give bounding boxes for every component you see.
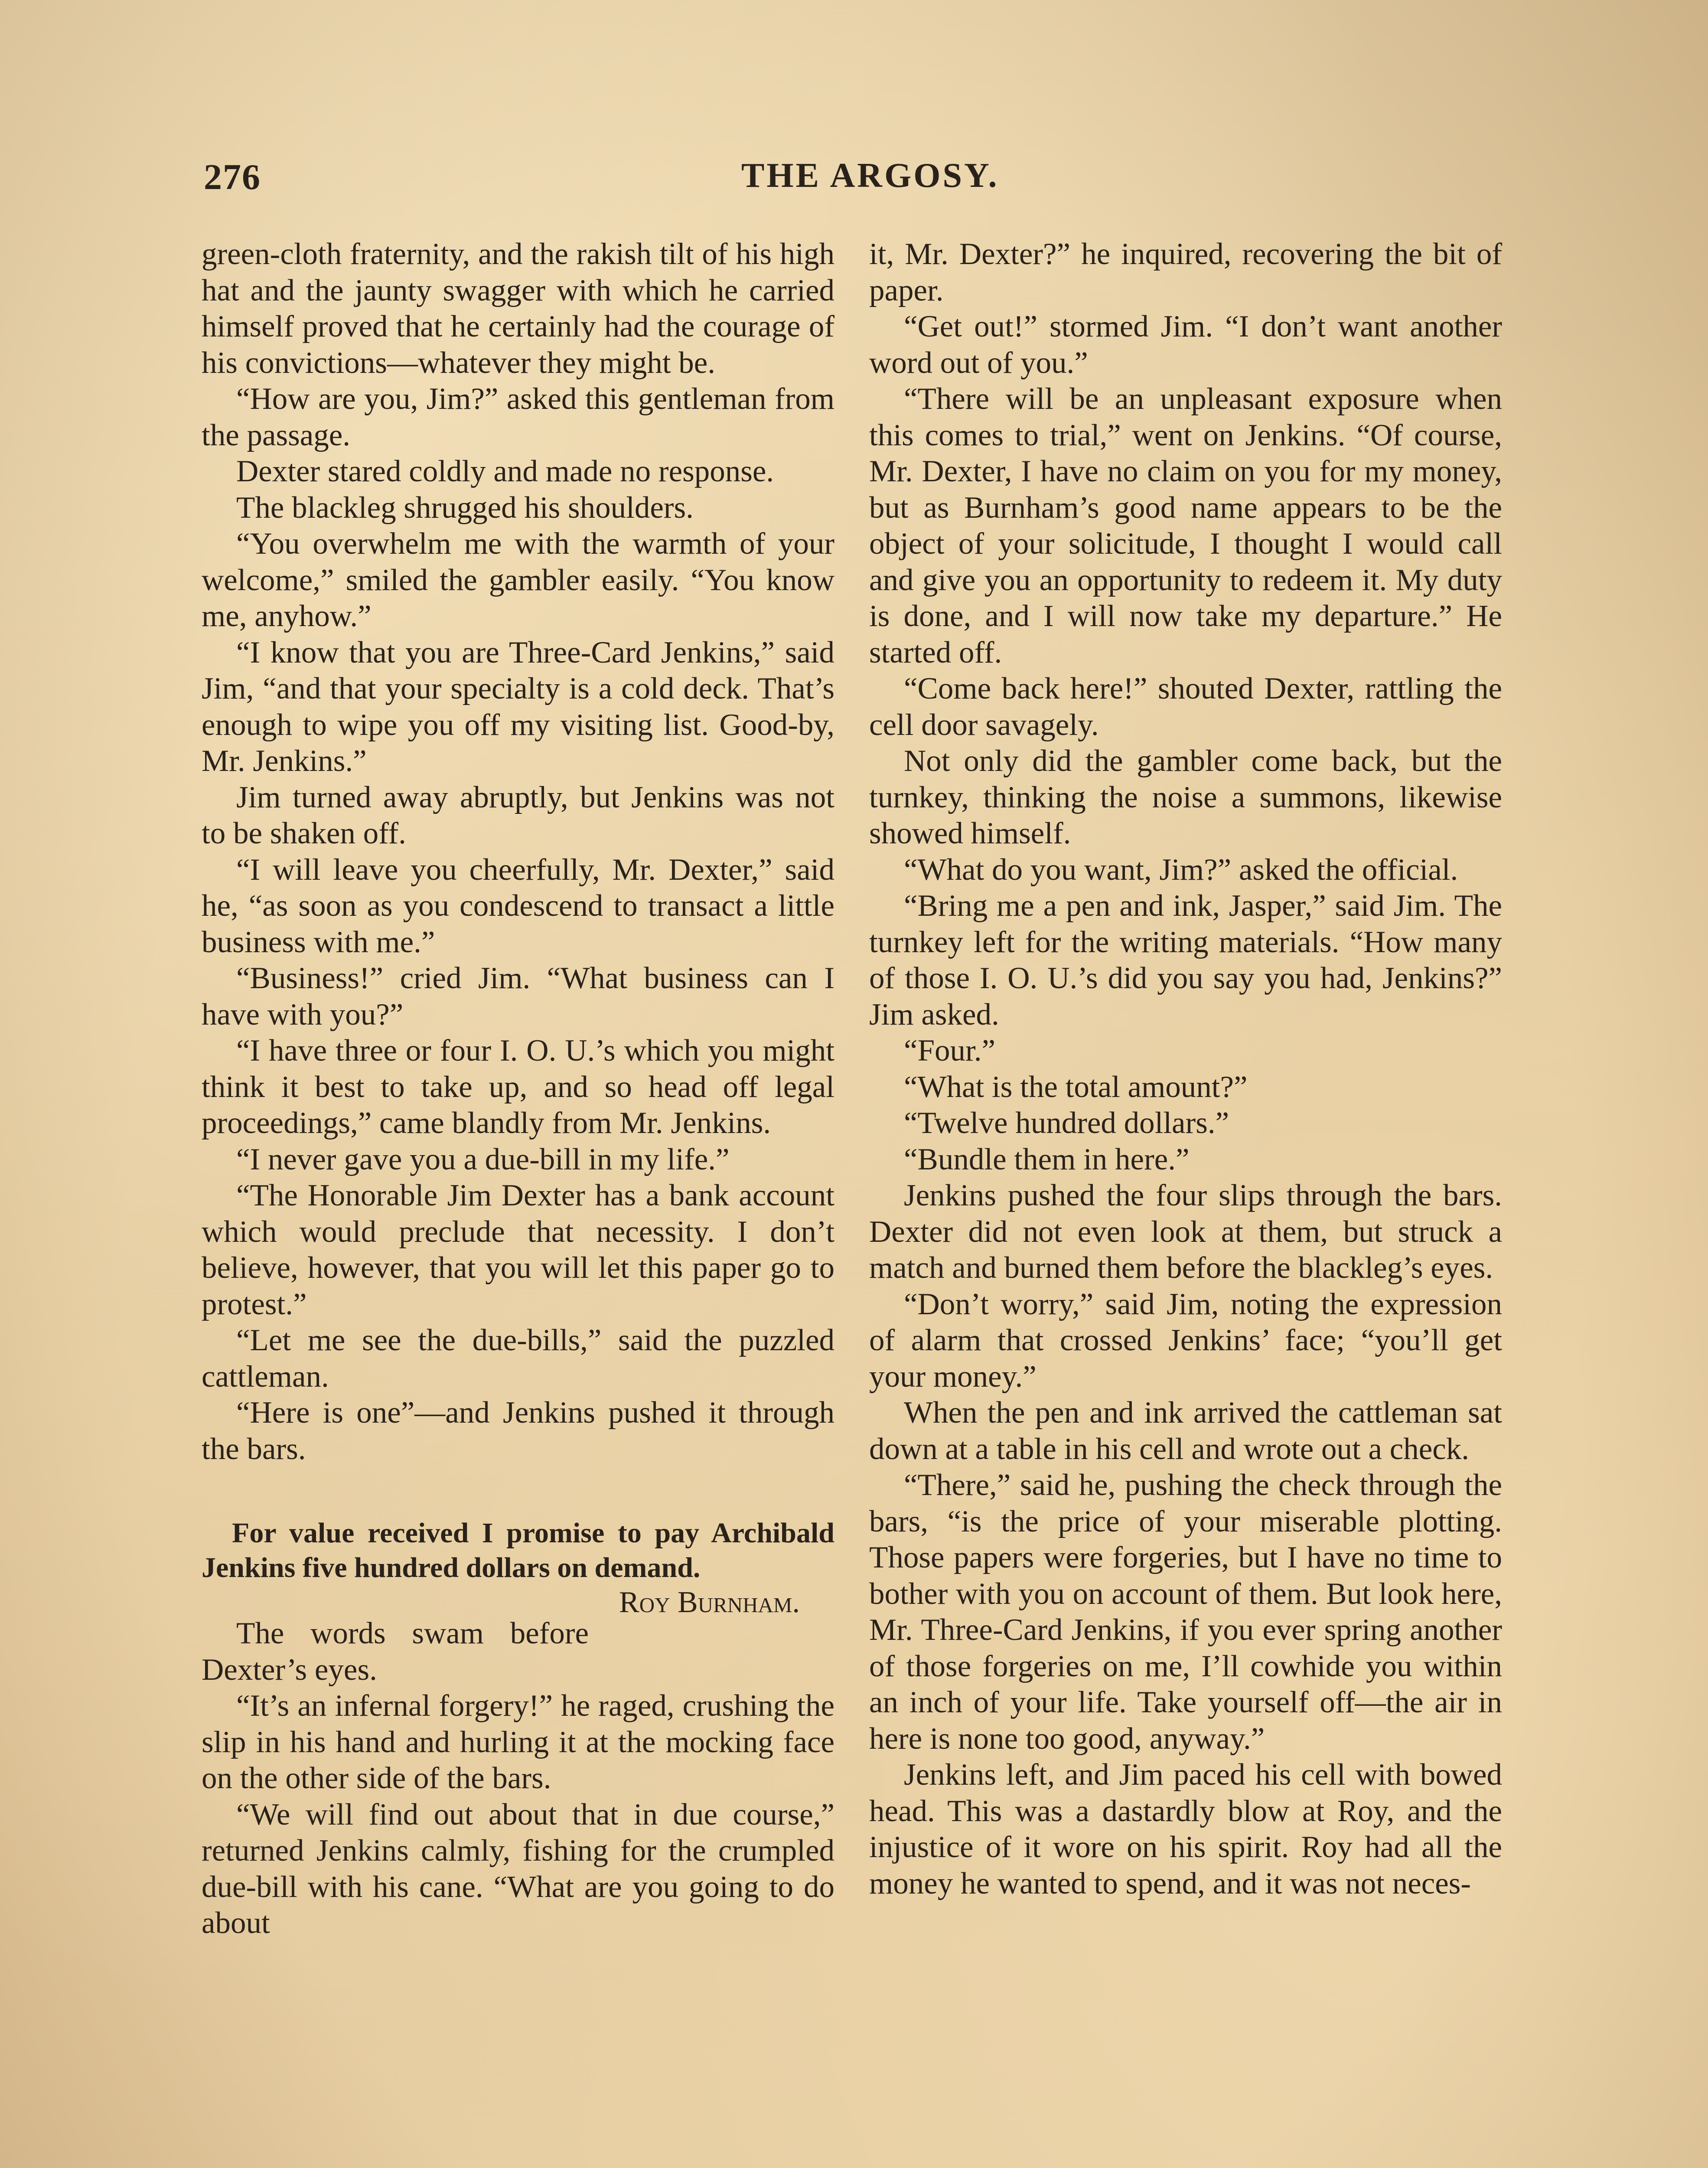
- paragraph: “I will leave you cheerfully, Mr. Dexter,” said he, “as soon as you condescend to transact a little business with me.”: [202, 852, 834, 959]
- paragraph: “Twelve hundred dollars.”: [904, 1106, 1229, 1140]
- paragraph: Dexter stared coldly and made no response.: [236, 454, 774, 488]
- paragraph: Not only did the gambler come back, but the turnkey, thinking the noise a summons, likewise showed himself.: [869, 744, 1502, 850]
- paragraph: Jenkins pushed the four slips through the bars. Dexter did not even look at them, but struck a match and burned them before the blackleg’s eyes.: [869, 1179, 1502, 1285]
- paragraph: “I know that you are Three-Card Jenkins,” said Jim, “and that your specialty is a cold deck. That’s enough to wipe you off my visiting list. Good-by, Mr. Jenkins.”: [202, 635, 834, 778]
- paragraph: “Here is one”—and Jenkins pushed it through the bars.: [202, 1396, 834, 1466]
- paragraph: The blackleg shrugged his shoulders.: [236, 490, 694, 525]
- paragraph: “I have three or four I. O. U.’s which you might think it best to take up, and so head off legal proceedings,” came blandly from Mr. Jenkins.: [202, 1034, 834, 1140]
- paragraph: “You overwhelm me with the warmth of your welcome,” smiled the gambler easily. “You know me, anyhow.”: [202, 527, 834, 633]
- paragraph: “Get out!” stormed Jim. “I don’t want another word out of you.”: [869, 310, 1502, 380]
- paragraph-continuation: it, Mr. Dexter?” he inquired, recovering the bit of paper.: [869, 237, 1502, 307]
- page-header: [204, 156, 1504, 208]
- page-number: 276: [204, 157, 261, 197]
- due-bill-text: [202, 1516, 834, 1619]
- paragraph: “Business!” cried Jim. “What business can I have with you?”: [202, 961, 834, 1032]
- paragraph: “Bundle them in here.”: [904, 1142, 1190, 1176]
- paragraph: green-cloth fraternity, and the rakish tilt of his high hat and the jaunty swagger with which he carried himself proved that he certainly had the courage of his convictions—whatever they might be.: [202, 237, 834, 380]
- paragraph: “It’s an infernal forgery!” he raged, crushing the slip in his hand and hurling it at the mocking face on the other side of the bars.: [202, 1689, 834, 1795]
- paragraph: Jenkins left, and Jim paced his cell with bowed head. This was a dastardly blow at Roy, and the injustice of it wore on his spirit. Roy had all the money he wanted to spend, and it was not neces-: [869, 1758, 1502, 1900]
- running-head: THE ARGOSY.: [741, 157, 999, 195]
- paragraph: “Don’t worry,” said Jim, noting the expression of alarm that crossed Jenkins’ face; “you’ll get your money.”: [869, 1287, 1502, 1394]
- paragraph: “Four.”: [904, 1034, 995, 1068]
- paragraph: “What is the total amount?”: [904, 1070, 1248, 1104]
- paragraph: When the pen and ink arrived the cattleman sat down at a table in his cell and wrote out a check.: [869, 1396, 1502, 1466]
- paragraph: “The Honorable Jim Dexter has a bank account which would preclude that necessity. I don’t believe, however, that you will let this paper go to protest.”: [202, 1179, 834, 1321]
- paragraph: “There,” said he, pushing the check through the bars, “is the price of your miserable plotting. Those papers were forgeries, but I have no time to bother with you on account of them. But look here, Mr. Three-Card Jenkins, if you ever spring another of those forgeries on me, I’ll cowhide you within an inch of your life. Take yourself off—the air in here is none too good, anyway.”: [869, 1468, 1502, 1756]
- due-bill-body: For value received I promise to pay Archibald Jenkins five hundred dollars on demand.: [202, 1517, 834, 1584]
- paragraph: “Let me see the due-bills,” said the puzzled cattleman.: [202, 1323, 834, 1394]
- paragraph: “How are you, Jim?” asked this gentleman from the passage.: [202, 382, 834, 452]
- paragraph: “I never gave you a due-bill in my life.”: [236, 1142, 730, 1176]
- right-column: [869, 236, 1502, 1902]
- paragraph: “Come back here!” shouted Dexter, rattling the cell door savagely.: [869, 672, 1502, 742]
- due-bill-note: [202, 1516, 834, 1619]
- paragraph: “We will find out about that in due course,” returned Jenkins calmly, fishing for the crumpled due-bill with his cane. “What are you going to do about: [202, 1797, 834, 1940]
- paragraph: “Bring me a pen and ink, Jasper,” said Jim. The turnkey left for the writing materials. “How many of those I. O. U.’s did you say you had, Jenkins?” Jim asked.: [869, 889, 1502, 1032]
- paragraph: “What do you want, Jim?” asked the official.: [904, 852, 1458, 887]
- left-column: [202, 236, 834, 1942]
- paragraph: Jim turned away abruptly, but Jenkins was not to be shaken off.: [202, 780, 834, 850]
- due-bill-signature: Roy Burnham.: [619, 1586, 800, 1619]
- paragraph: “There will be an unpleasant exposure when this comes to trial,” went on Jenkins. “Of course, Mr. Dexter, I have no claim on you for my money, but as Burnham’s good name appears to be the object of your solicitude, I thought I would call and give you an opportunity to redeem it. My duty is done, and I will now take my departure.” He started off.: [869, 382, 1502, 669]
- paragraph: The words swam before Dexter’s eyes.: [202, 1616, 589, 1687]
